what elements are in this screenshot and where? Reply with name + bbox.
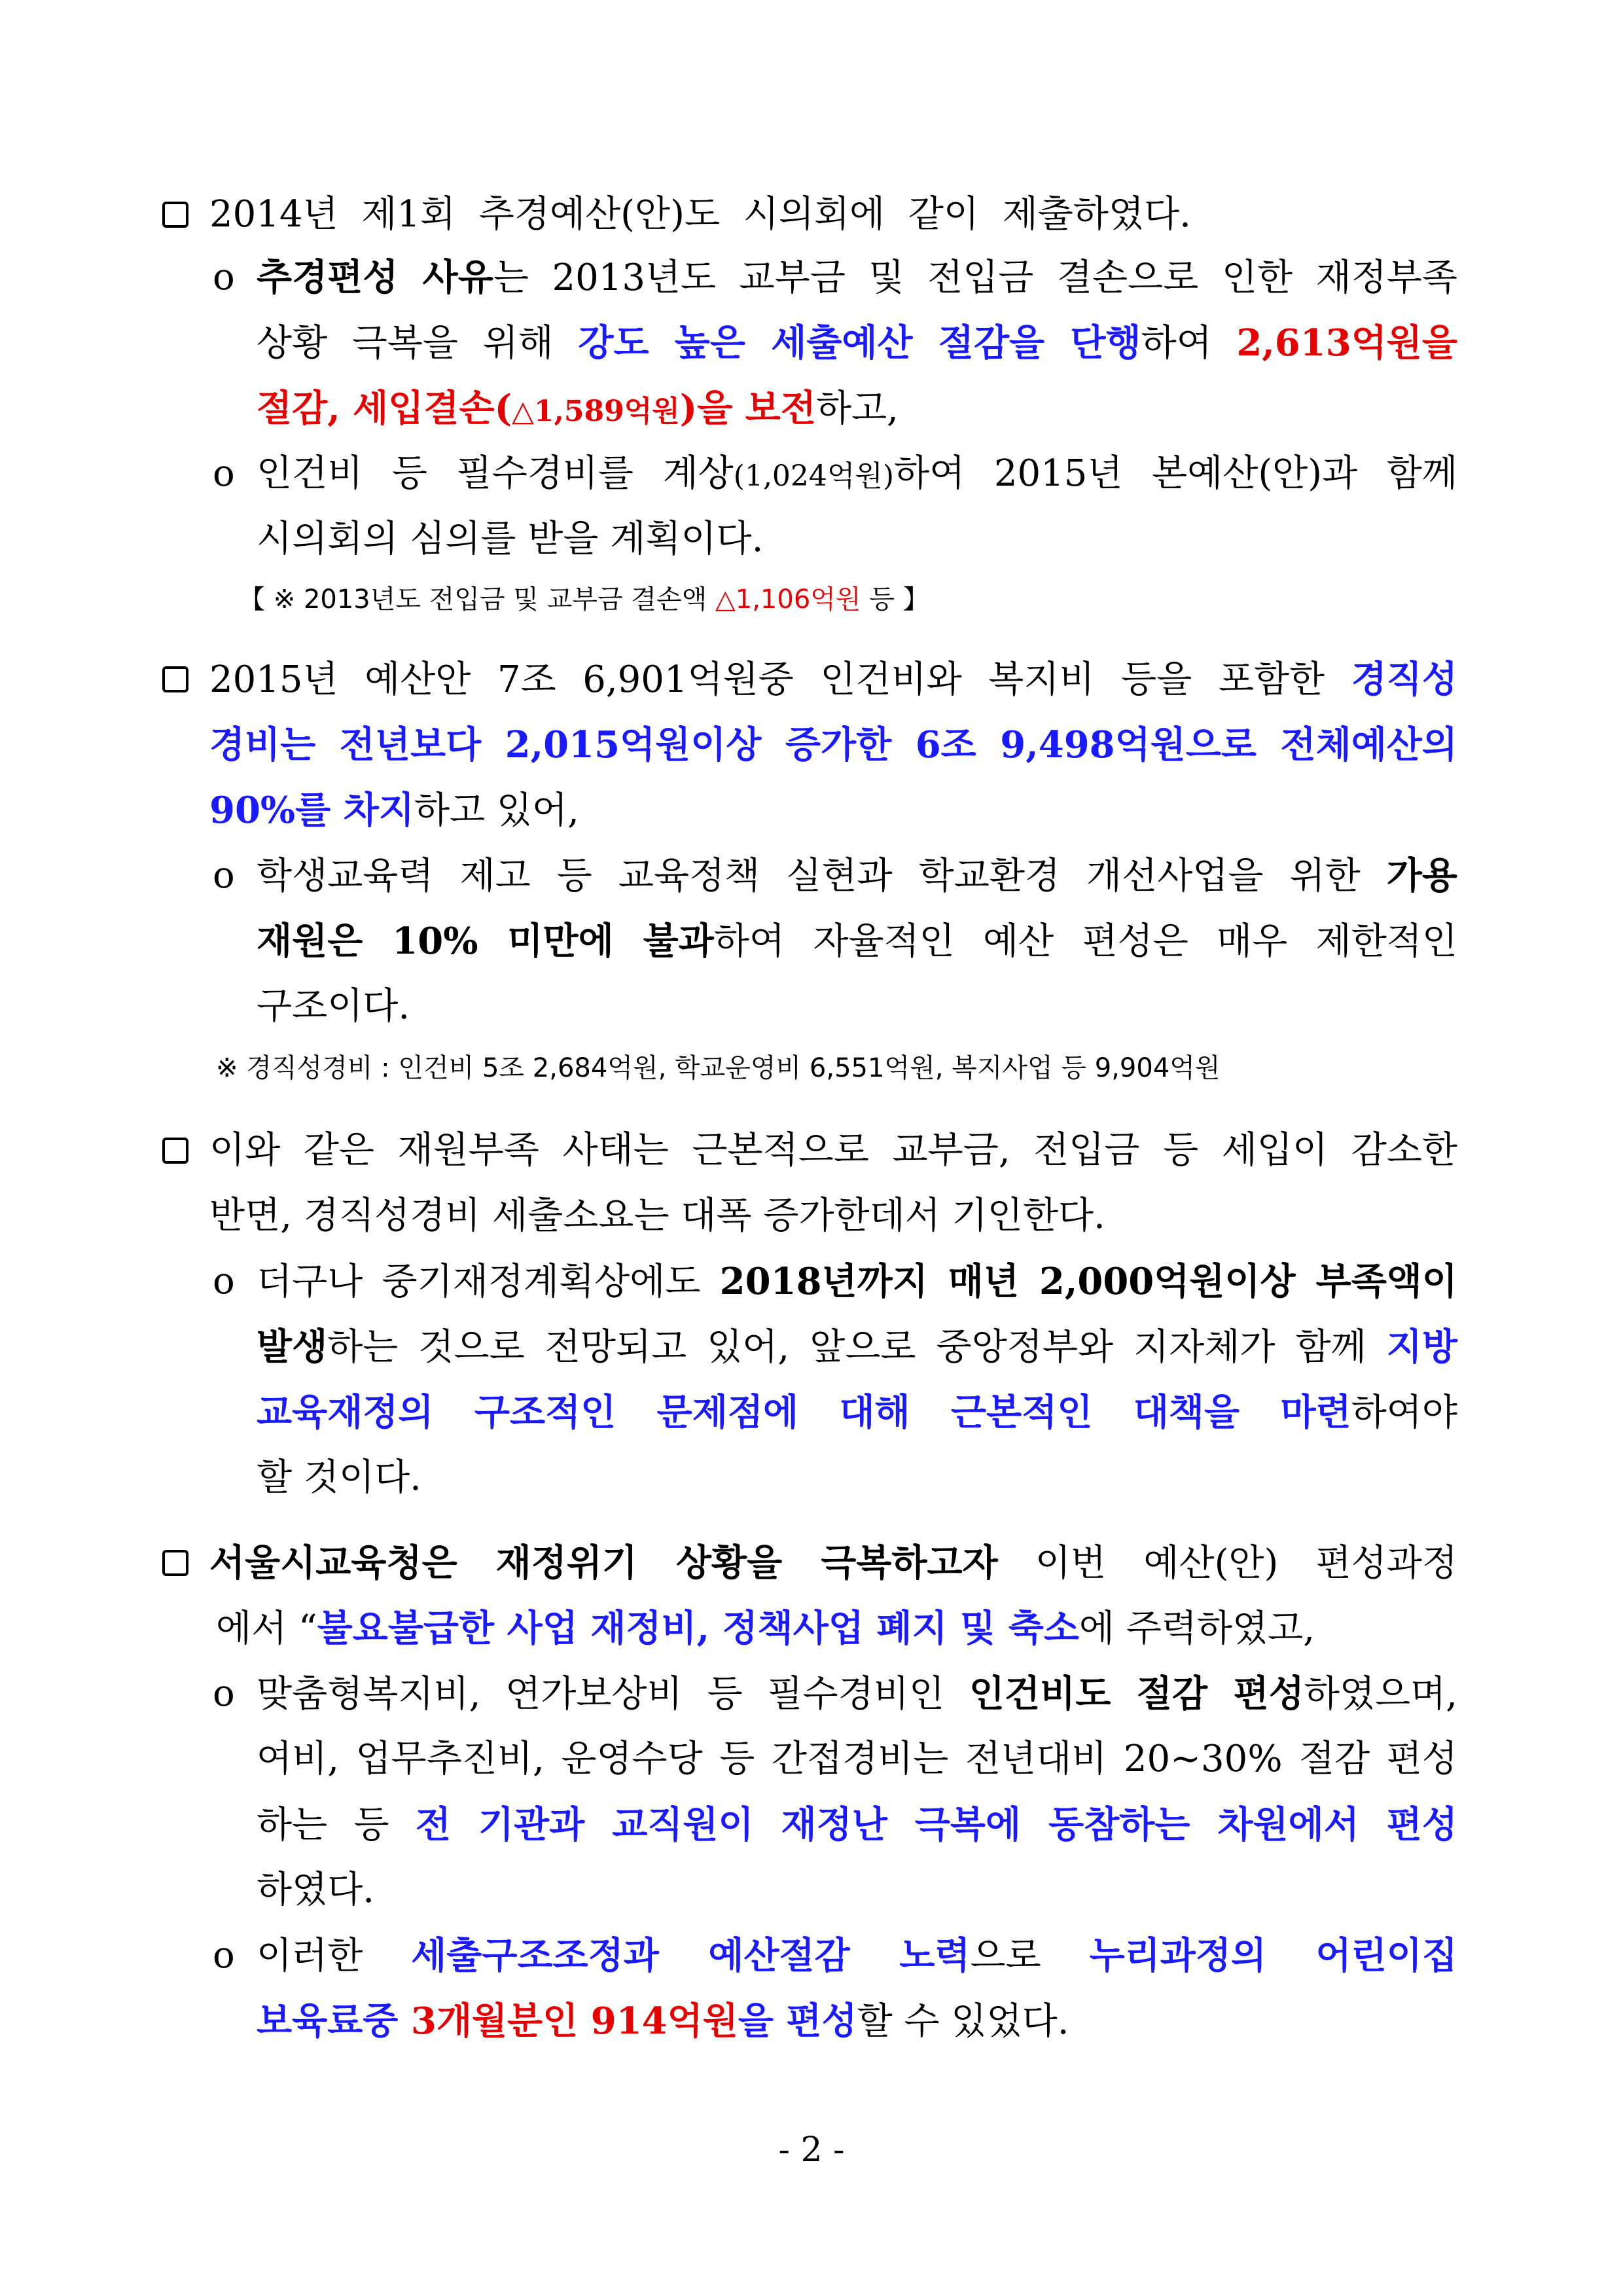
s2-o1-line3: 구조이다. [257, 985, 410, 1028]
s3-o1-line4: 할 것이다. [257, 1456, 421, 1499]
s2-o1-line2: 재원은 10% 미만에 불과하여 자율적인 예산 편성은 매우 제한적인 [257, 920, 1457, 963]
checkbox-icon [162, 202, 188, 228]
section1-line: 2014년 제1회 추경예산(안)도 시의회에 같이 제출하였다. [209, 193, 1191, 236]
s3-o1-line3: 교육재정의 구조적인 문제점에 대해 근본적인 대책을 마련하여야 [257, 1391, 1457, 1434]
bullet-o: o [213, 1260, 235, 1302]
s2-o1-line1: 학생교육력 제고 등 교육정책 실현과 학교환경 개선사업을 위한 가용 [257, 854, 1457, 897]
s1-o2-line1: 인건비 등 필수경비를 계상(1,024억원)하여 2015년 본예산(안)과 함께 [257, 452, 1457, 495]
s2-line3: 90%를 차지하고 있어, [209, 789, 579, 832]
s4-o2-line1: 이러한 세출구조조정과 예산절감 노력으로 누리과정의 어린이집 [257, 1934, 1457, 1977]
s3-o1-line2: 발생하는 것으로 전망되고 있어, 앞으로 중앙정부와 지자체가 함께 지방 [257, 1325, 1457, 1369]
s1-o1-line2: 상황 극복을 위해 강도 높은 세출예산 절감을 단행하여 2,613억원을 [257, 321, 1457, 365]
s4-line2: 에서 “불요불급한 사업 재정비, 정책사업 폐지 및 축소에 주력하였고, [216, 1607, 1315, 1650]
s2-note: ※ 경직성경비 : 인건비 5조 2,684억원, 학교운영비 6,551억원, 복지사업 등 9,904억원 [216, 1053, 1221, 1083]
s4-o2-line2: 보육료중 3개월분인 914억원을 편성할 수 있었다. [257, 2000, 1069, 2043]
bullet-o: o [213, 452, 235, 495]
s1-o2-line2: 시의회의 심의를 받을 계획이다. [257, 518, 764, 560]
checkbox-icon [162, 1138, 188, 1164]
s2-line2: 경비는 전년보다 2,015억원이상 증가한 6조 9,498억원으로 전체예산의 [209, 723, 1457, 766]
s1-note: 【 ※ 2013년도 전입금 및 교부금 결손액 △1,106억원 등 】 [239, 584, 929, 615]
bullet-o: o [213, 1672, 235, 1715]
s1-o1-line1: 추경편성 사유는 2013년도 교부금 및 전입금 결손으로 인한 재정부족 [257, 256, 1457, 299]
bullet-o: o [213, 256, 235, 298]
s4-o1-line3: 하는 등 전 기관과 교직원이 재정난 극복에 동참하는 차원에서 편성 [257, 1803, 1458, 1846]
bullet-o: o [213, 854, 235, 897]
s4-o1-line4: 하였다. [257, 1869, 375, 1911]
bullet-o: o [213, 1934, 235, 1977]
checkbox-icon [162, 666, 188, 692]
page-number: - 2 - [778, 2130, 845, 2170]
s1-o1-line3: 절감, 세입결손(△1,589억원)을 보전하고, [257, 387, 899, 430]
s4-o1-line2: 여비, 업무추진비, 운영수당 등 간접경비는 전년대비 20~30% 절감 편성 [257, 1738, 1457, 1780]
checkbox-icon [162, 1550, 188, 1576]
s3-line2: 반면, 경직성경비 세출소요는 대폭 증가한데서 기인한다. [209, 1194, 1105, 1237]
s4-line1: 서울시교육청은 재정위기 상황을 극복하고자 이번 예산(안) 편성과정 [209, 1541, 1457, 1585]
s3-line1: 이와 같은 재원부족 사태는 근본적으로 교부금, 전입금 등 세입이 감소한 [209, 1129, 1457, 1172]
s3-o1-line1: 더구나 중기재정계획상에도 2018년까지 매년 2,000억원이상 부족액이 [257, 1260, 1457, 1303]
s2-line1: 2015년 예산안 7조 6,901억원중 인건비와 복지비 등을 포함한 경직성 [209, 658, 1457, 701]
s4-o1-line1: 맞춤형복지비, 연가보상비 등 필수경비인 인건비도 절감 편성하였으며, [257, 1672, 1458, 1715]
